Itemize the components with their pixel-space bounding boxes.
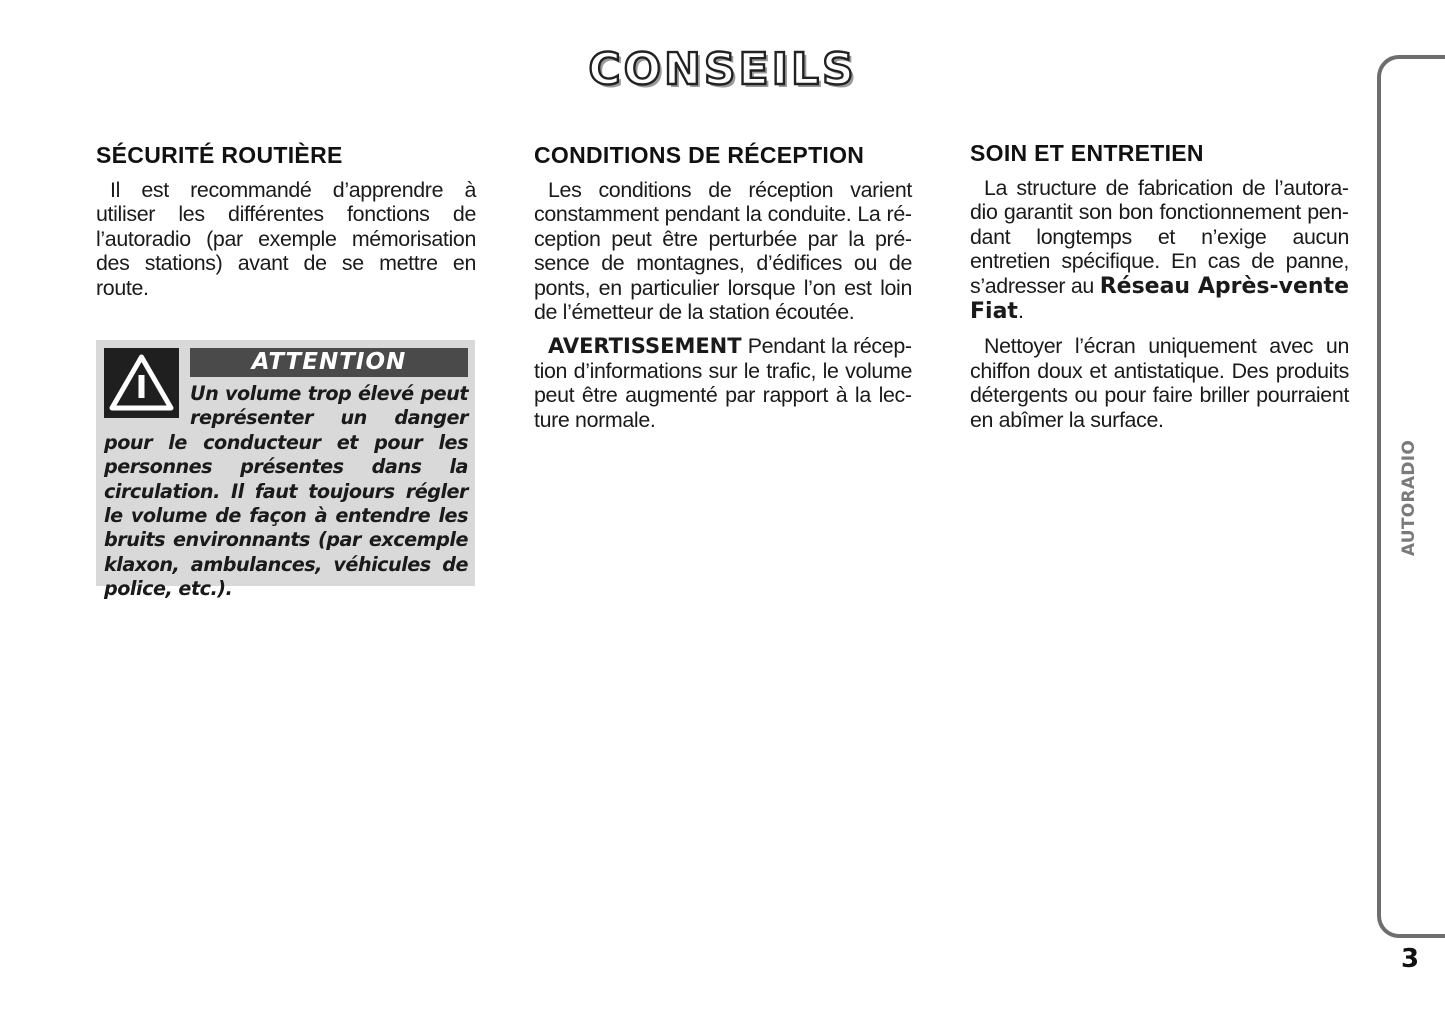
paragraph-conditions-reception: Les conditions de réception varient constamment pendant la conduite. La réception peut être perturbée par la présence de montagnes, d’édifices ou de ponts, en particulier lorsque l’on est loin de l’émetteur de la station écoutée. (534, 178, 912, 325)
column-soin-entretien (970, 134, 1349, 442)
reseau-apres-vente: Réseau Après-vente Fiat (970, 273, 1349, 325)
paragraph-structure (970, 176, 1349, 324)
paragraph-avertissement (534, 334, 912, 432)
heading-soin-entretien: SOIN ET ENTRETIEN (970, 140, 1204, 166)
side-tab-label: AUTORADIO (1399, 439, 1419, 557)
heading-securite-routiere: SÉCURITÉ ROUTIÈRE (96, 142, 343, 168)
structure-end: . (1017, 299, 1024, 324)
warning-banner: ATTENTION (190, 348, 468, 377)
avertissement-text: Pendant la réception d’informations sur le trafic, le volume peut être augmenté par rapport à la lecture normale. (534, 334, 912, 432)
structure-text: La structure de fabrication de l’autoradio garantit son bon fonctionnement pendant longtemps et n’exige aucun entretien spécifique. En cas de panne, s’adresser au (970, 176, 1349, 298)
page-title: CONSEILS (588, 44, 857, 95)
heading-conditions-reception: CONDITIONS DE RÉCEPTION (534, 142, 865, 168)
avertissement-label: AVERTISSEMENT (548, 334, 742, 359)
page-number: 3 (1400, 944, 1420, 974)
warning-box (96, 340, 475, 601)
paragraph-nettoyer: Nettoyer l’écran uniquement avec un chiffon doux et antistatique. Des produits détergents ou pour faire briller pourraient en abîmer la surface. (970, 334, 1349, 432)
paragraph-securite-routiere: Il est recommandé d’apprendre à utiliser les différentes fonctions de l’autoradio (par exemple mémorisation des stations) avant de se mettre en route. (96, 178, 476, 300)
warning-text-content: Un volume trop élevé peut représenter un danger pour le conducteur et pour les personnes présentes dans la circulation. Il faut toujours régler le volume de façon à entendre les bruits environnants (par excemple klaxon, ambulances, véhicules de police, etc.). (104, 382, 468, 601)
column-conditions-reception (534, 136, 912, 442)
column-securite-routiere (96, 136, 476, 310)
warning-text (104, 382, 468, 602)
